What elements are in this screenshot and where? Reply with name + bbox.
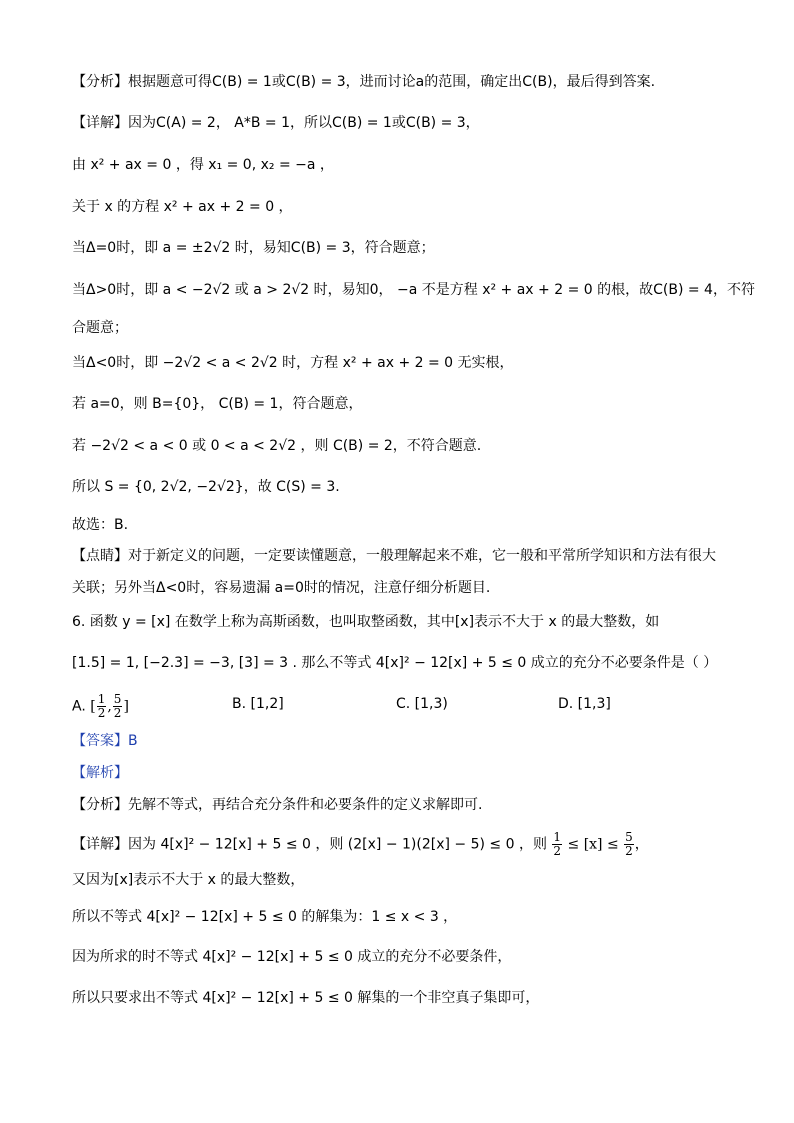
detail-line: 因为所求的时不等式 4[x]² − 12[x] + 5 ≤ 0 成立的充分不必要条件， bbox=[72, 949, 512, 965]
trailing-comma: ， bbox=[634, 836, 649, 853]
equation-line: 关于 x 的方程 x² + ax + 2 = 0 ， bbox=[72, 199, 293, 215]
option-a-close: ] bbox=[123, 698, 129, 715]
analysis-line: 【分析】根据题意可得C(B) = 1或C(B) = 3，进而讨论a的范围，确定出C(B)，最后得到答案. bbox=[72, 74, 656, 90]
option-c: C. [1,3) bbox=[396, 696, 448, 712]
case-line: 若 a=0，则 B={0}， C(B) = 1，符合题意， bbox=[72, 396, 363, 412]
question-6-stem-cont: [1.5] = 1, [−2.3] = −3, [3] = 3 . 那么不等式 4[x]² − 12[x] + 5 ≤ 0 成立的充分不必要条件是（ ） bbox=[72, 655, 718, 671]
conclusion-line: 所以 S = {0, 2√2, −2√2}，故 C(S) = 3. bbox=[72, 479, 340, 495]
numerator: 5 bbox=[625, 830, 633, 844]
fraction-five-half bbox=[624, 831, 634, 858]
numerator: 1 bbox=[97, 692, 106, 706]
case-line: 当Δ=0时，即 a = ±2√2 时，易知C(B) = 3，符合题意； bbox=[72, 240, 435, 256]
detail-line: 所以不等式 4[x]² − 12[x] + 5 ≤ 0 的解集为：1 ≤ x < 3 ， bbox=[72, 909, 458, 925]
fraction-one-half bbox=[552, 831, 562, 858]
denominator: 2 bbox=[97, 706, 106, 720]
question-6-stem: 6. 函数 y = [x] 在数学上称为高斯函数，也叫取整函数，其中[x]表示不大于 x 的最大整数，如 bbox=[72, 614, 660, 630]
option-a-label: A. bbox=[72, 698, 86, 715]
denominator: 2 bbox=[553, 844, 562, 858]
case-line: 当Δ>0时，即 a < −2√2 或 a > 2√2 时，易知0， −a 不是方程 x² + ax + 2 = 0 的根，故C(B) = 4，不符 bbox=[72, 282, 755, 298]
numerator: 5 bbox=[113, 692, 122, 706]
detail-line: 所以只要求出不等式 4[x]² − 12[x] + 5 ≤ 0 解集的一个非空真子集即可， bbox=[72, 990, 540, 1006]
denominator: 2 bbox=[113, 706, 122, 720]
remark-line: 【点睛】对于新定义的问题，一定要读懂题意，一般理解起来不难，它一般和平常所学知识和方法有很大 bbox=[72, 548, 716, 564]
case-line: 当Δ<0时，即 −2√2 < a < 2√2 时，方程 x² + ax + 2 = 0 无实根， bbox=[72, 355, 514, 371]
option-a-comma: , bbox=[107, 698, 112, 715]
remark-line-cont: 关联；另外当Δ<0时，容易遗漏 a=0时的情况，注意仔细分析题目. bbox=[72, 580, 491, 596]
answer-choice-line: 故选：B. bbox=[72, 517, 129, 533]
detail-line bbox=[72, 831, 649, 858]
option-a-frac-1 bbox=[97, 693, 107, 720]
inequality-middle: ≤ [x] ≤ bbox=[567, 836, 619, 853]
answer-label: 【答案】B bbox=[72, 733, 138, 749]
option-b: B. [1,2] bbox=[232, 696, 284, 712]
solution-label: 【解析】 bbox=[72, 765, 128, 781]
option-d: D. [1,3] bbox=[558, 696, 611, 712]
option-a-open: [ bbox=[90, 698, 96, 715]
detail-line: 【详解】因为C(A) = 2， A*B = 1，所以C(B) = 1或C(B) = 3， bbox=[72, 115, 480, 131]
option-a-frac-2 bbox=[113, 693, 123, 720]
detail-line: 又因为[x]表示不大于 x 的最大整数， bbox=[72, 872, 305, 888]
case-line-cont: 合题意； bbox=[72, 320, 128, 336]
numerator: 1 bbox=[553, 830, 562, 844]
equation-line: 由 x² + ax = 0 ，得 x₁ = 0, x₂ = −a ， bbox=[72, 157, 334, 173]
analysis-line: 【分析】先解不等式，再结合充分条件和必要条件的定义求解即可. bbox=[72, 797, 483, 813]
denominator: 2 bbox=[625, 844, 633, 858]
case-line: 若 −2√2 < a < 0 或 0 < a < 2√2 ，则 C(B) = 2，不符合题意. bbox=[72, 438, 482, 454]
detail-text: 【详解】因为 4[x]² − 12[x] + 5 ≤ 0 ，则 (2[x] − 1)(2[x] − 5) ≤ 0 ，则 bbox=[72, 836, 547, 853]
option-a bbox=[72, 693, 129, 720]
